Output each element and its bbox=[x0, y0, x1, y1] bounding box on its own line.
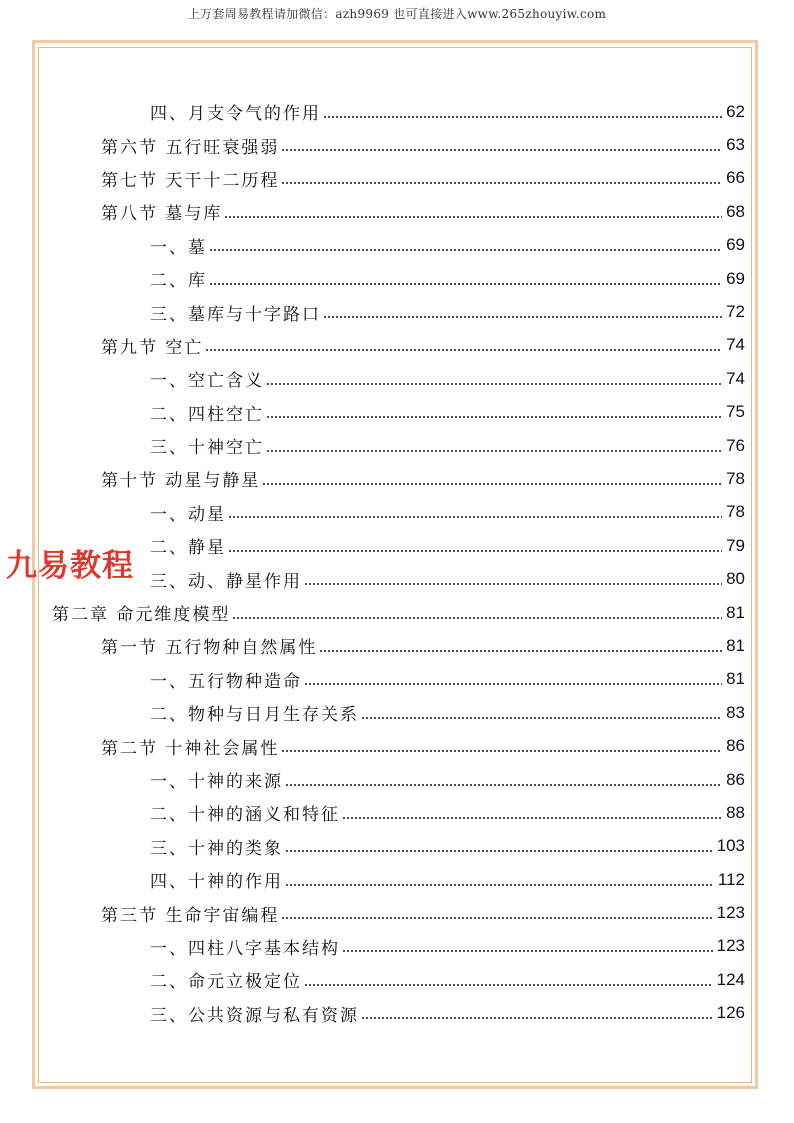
toc-entry-title: 二、物种与日月生存关系 bbox=[150, 705, 359, 726]
toc-entry-title: 一、墓 bbox=[150, 237, 207, 258]
dot-leader bbox=[281, 916, 712, 920]
watermark-logo: 九易教程 bbox=[6, 548, 134, 584]
dot-leader bbox=[361, 1016, 713, 1020]
toc-entry-title: 三、十神空亡 bbox=[150, 438, 264, 459]
dot-leader bbox=[281, 749, 722, 753]
dot-leader bbox=[285, 783, 722, 787]
toc-entry-title: 第十节 动星与静星 bbox=[101, 471, 261, 492]
toc-entry-page-number: 126 bbox=[716, 1003, 745, 1023]
toc-entry-title: 第八节 墓与库 bbox=[101, 204, 223, 225]
toc-entry-page-number: 112 bbox=[717, 869, 745, 889]
toc-entry-page-number: 81 bbox=[726, 669, 745, 689]
toc-entry[interactable] bbox=[0, 863, 794, 896]
toc-entry-page-number: 123 bbox=[716, 903, 745, 923]
toc-entry[interactable] bbox=[0, 462, 794, 495]
toc-entry-page-number: 86 bbox=[726, 736, 745, 756]
toc-entry-title: 一、空亡含义 bbox=[150, 371, 264, 392]
toc-entry-title: 一、五行物种造命 bbox=[150, 671, 302, 692]
dot-leader bbox=[228, 515, 722, 519]
dot-leader bbox=[304, 682, 722, 686]
toc-entry-title: 二、十神的涵义和特征 bbox=[150, 805, 340, 826]
toc-entry-page-number: 103 bbox=[716, 836, 745, 856]
toc-entry-title: 一、四柱八字基本结构 bbox=[150, 938, 340, 959]
toc-entry-page-number: 62 bbox=[726, 101, 745, 121]
toc-entry-page-number: 80 bbox=[726, 569, 745, 589]
dot-leader bbox=[323, 315, 722, 319]
toc-entry-page-number: 63 bbox=[726, 135, 745, 155]
toc-entry-title: 二、命元立极定位 bbox=[150, 972, 302, 993]
toc-entry-title: 第九节 空亡 bbox=[101, 337, 204, 358]
toc-entry-title: 第六节 五行旺衰强弱 bbox=[101, 137, 280, 158]
toc-entry[interactable] bbox=[0, 429, 794, 462]
dot-leader bbox=[361, 716, 722, 720]
toc-entry-title: 三、动、静星作用 bbox=[150, 571, 302, 592]
toc-entry-page-number: 68 bbox=[726, 201, 745, 221]
toc-entry[interactable] bbox=[0, 195, 794, 228]
toc-entry[interactable] bbox=[0, 963, 794, 996]
dot-leader bbox=[323, 115, 722, 119]
toc-entry-page-number: 69 bbox=[726, 268, 745, 288]
dot-leader bbox=[228, 549, 722, 553]
toc-entry-title: 二、静星 bbox=[150, 538, 226, 559]
toc-entry[interactable] bbox=[0, 763, 794, 796]
toc-entry[interactable] bbox=[0, 930, 794, 963]
dot-leader bbox=[281, 148, 722, 152]
toc-entry[interactable] bbox=[0, 696, 794, 729]
header-banner: 上万套周易教程请加微信：azh9969 也可直接进入www.265zhouyiw.com bbox=[187, 7, 607, 21]
dot-leader bbox=[266, 382, 722, 386]
dot-leader bbox=[285, 849, 713, 853]
toc-entry[interactable] bbox=[0, 162, 794, 195]
toc-entry[interactable] bbox=[0, 329, 794, 362]
toc-entry-title: 一、十神的来源 bbox=[150, 772, 283, 792]
toc-entry[interactable] bbox=[0, 830, 794, 863]
toc-entry[interactable] bbox=[0, 229, 794, 262]
toc-entry-title: 三、公共资源与私有资源 bbox=[150, 1005, 359, 1026]
toc-entry-page-number: 81 bbox=[726, 635, 745, 655]
toc-entry-page-number: 69 bbox=[726, 235, 745, 255]
toc-entry[interactable] bbox=[0, 896, 794, 929]
toc-entry-page-number: 76 bbox=[726, 435, 745, 455]
toc-entry-page-number: 83 bbox=[726, 702, 745, 722]
toc-entry-title: 第三节 生命宇宙编程 bbox=[101, 905, 280, 926]
toc-entry-page-number: 78 bbox=[726, 468, 745, 488]
toc-entry-title: 三、墓库与十字路口 bbox=[150, 304, 321, 325]
dot-leader bbox=[304, 582, 722, 586]
toc-entry-page-number: 86 bbox=[726, 769, 745, 789]
toc-entry-title: 四、月支令气的作用 bbox=[150, 104, 321, 125]
dot-leader bbox=[266, 415, 722, 419]
dot-leader bbox=[232, 616, 722, 620]
dot-leader bbox=[224, 215, 722, 219]
toc-entry-page-number: 81 bbox=[726, 602, 745, 622]
toc-entry-title: 第二节 十神社会属性 bbox=[101, 738, 280, 759]
dot-leader bbox=[209, 248, 722, 252]
toc-entry-title: 四、十神的作用 bbox=[150, 872, 283, 893]
toc-entry[interactable] bbox=[0, 596, 794, 629]
toc-entry[interactable] bbox=[0, 663, 794, 696]
toc-entry-title: 第一节 五行物种自然属性 bbox=[101, 638, 318, 659]
toc-entry-page-number: 75 bbox=[726, 402, 745, 422]
toc-entry-title: 第七节 天干十二历程 bbox=[101, 170, 280, 191]
toc-entry[interactable] bbox=[0, 362, 794, 395]
dot-leader bbox=[209, 282, 722, 286]
toc-entry-title: 第二章 命元维度模型 bbox=[52, 605, 231, 626]
toc-entry[interactable] bbox=[0, 295, 794, 328]
toc-entry-title: 一、动星 bbox=[150, 504, 226, 525]
dot-leader bbox=[281, 181, 722, 185]
toc-entry-page-number: 88 bbox=[726, 802, 745, 822]
toc-entry[interactable] bbox=[0, 796, 794, 829]
toc-entry-title: 二、库 bbox=[150, 271, 207, 292]
toc-entry-title: 三、十神的类象 bbox=[150, 838, 283, 859]
dot-leader bbox=[205, 348, 722, 352]
toc-entry[interactable] bbox=[0, 262, 794, 295]
toc-entry-title: 二、四柱空亡 bbox=[150, 404, 264, 425]
dot-leader bbox=[266, 449, 722, 453]
toc-entry[interactable] bbox=[0, 496, 794, 529]
dot-leader bbox=[319, 649, 722, 653]
toc-entry[interactable] bbox=[0, 997, 794, 1030]
dot-leader bbox=[342, 949, 713, 953]
dot-leader bbox=[285, 883, 714, 887]
toc-entry-page-number: 123 bbox=[716, 936, 745, 956]
toc-entry-page-number: 124 bbox=[716, 969, 745, 989]
toc-entry-page-number: 72 bbox=[726, 302, 745, 322]
dot-leader bbox=[262, 482, 722, 486]
toc-entry-page-number: 79 bbox=[726, 535, 745, 555]
dot-leader bbox=[342, 816, 722, 820]
toc-entry-page-number: 74 bbox=[726, 335, 745, 355]
toc-entry[interactable] bbox=[0, 396, 794, 429]
toc-entry[interactable] bbox=[0, 128, 794, 161]
toc-entry-page-number: 66 bbox=[726, 168, 745, 188]
toc-entry[interactable] bbox=[0, 729, 794, 762]
toc-entry[interactable] bbox=[0, 629, 794, 662]
dot-leader bbox=[304, 983, 713, 987]
toc-entry-page-number: 74 bbox=[726, 368, 745, 388]
toc-entry[interactable] bbox=[0, 95, 794, 128]
toc-entry-page-number: 78 bbox=[726, 502, 745, 522]
